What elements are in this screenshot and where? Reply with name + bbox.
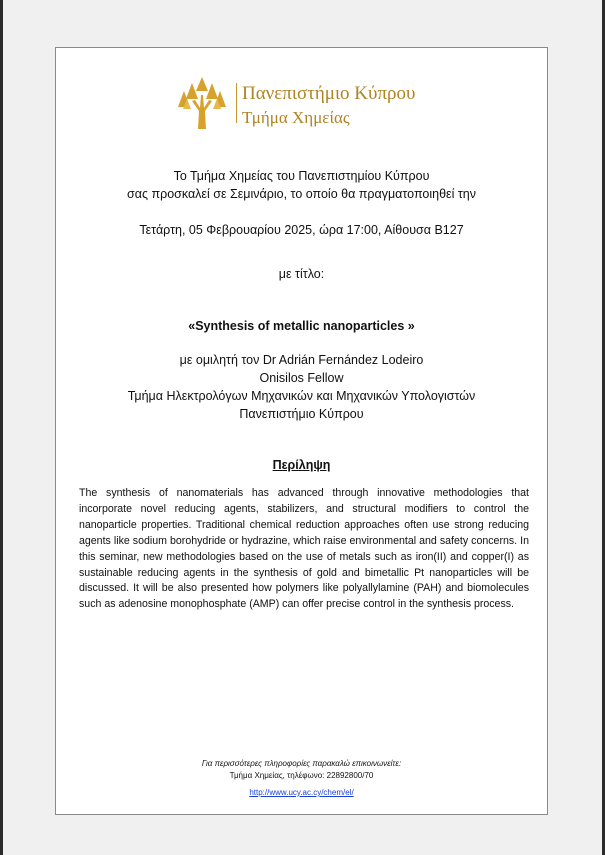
speaker-department: Τμήμα Ηλεκτρολόγων Μηχανικών και Μηχανικών Υπολογιστών [127,389,476,403]
university-name: Πανεπιστήμιο Κύπρου [242,83,416,104]
speaker-line: με ομιλητή τον Dr Adrián Fernández Lodeiro [179,353,424,367]
footer-contact: Τμήμα Χημείας, τηλέφωνο: 22892800/70 [229,771,374,780]
logo-divider [236,83,237,123]
footer-link-row [56,782,547,800]
seminar-datetime: Τετάρτη, 05 Φεβρουαρίου 2025, ώρα 17:00, Αίθουσα Β127 [139,223,464,237]
invitation-line-2: σας προσκαλεί σε Σεμινάριο, το οποίο θα πραγματοποιηθεί την [127,187,476,201]
university-logo [174,77,454,131]
tree-emblem-icon [174,77,230,131]
viewer-left-edge [0,0,3,855]
speaker-university: Πανεπιστήμιο Κύπρου [239,407,364,421]
title-intro: με τίτλο: [278,267,325,281]
department-website-link[interactable]: http://www.ucy.ac.cy/chem/el/ [249,788,354,797]
seminar-title: «Synthesis of metallic nanoparticles » [188,319,415,333]
footer-note: Για περισσότερες πληροφορίες παρακαλώ επικοινωνείτε: [201,759,402,768]
department-name: Τμήμα Χημείας [242,108,350,127]
abstract-heading: Περίληψη [272,458,331,472]
invitation-line-1: Το Τμήμα Χημείας του Πανεπιστημίου Κύπρου [173,169,430,183]
abstract-text: The synthesis of nanomaterials has advanced through innovative methodologies that incorporate novel reducing agents, stabilizers, and structural modifiers to control the nanoparticle properties. Traditional chemical reduction approaches often use strong reducing agents like sodium borohydride or hydrazine, which raise environmental and safety concerns. In this seminar, new methodologies based on the use of metals such as iron(II) and copper(I) as sustainable reducing agents in the synthesis of gold and bimetallic Pt nanoparticles will be discussed. It will be also presented how polymers like polyallylamine (PAH) and biomolecules such as adenosine monophosphate (AMP) can offer precise control in the synthesis process. [79,487,529,611]
document-page [55,47,548,815]
speaker-position: Onisilos Fellow [259,371,344,385]
